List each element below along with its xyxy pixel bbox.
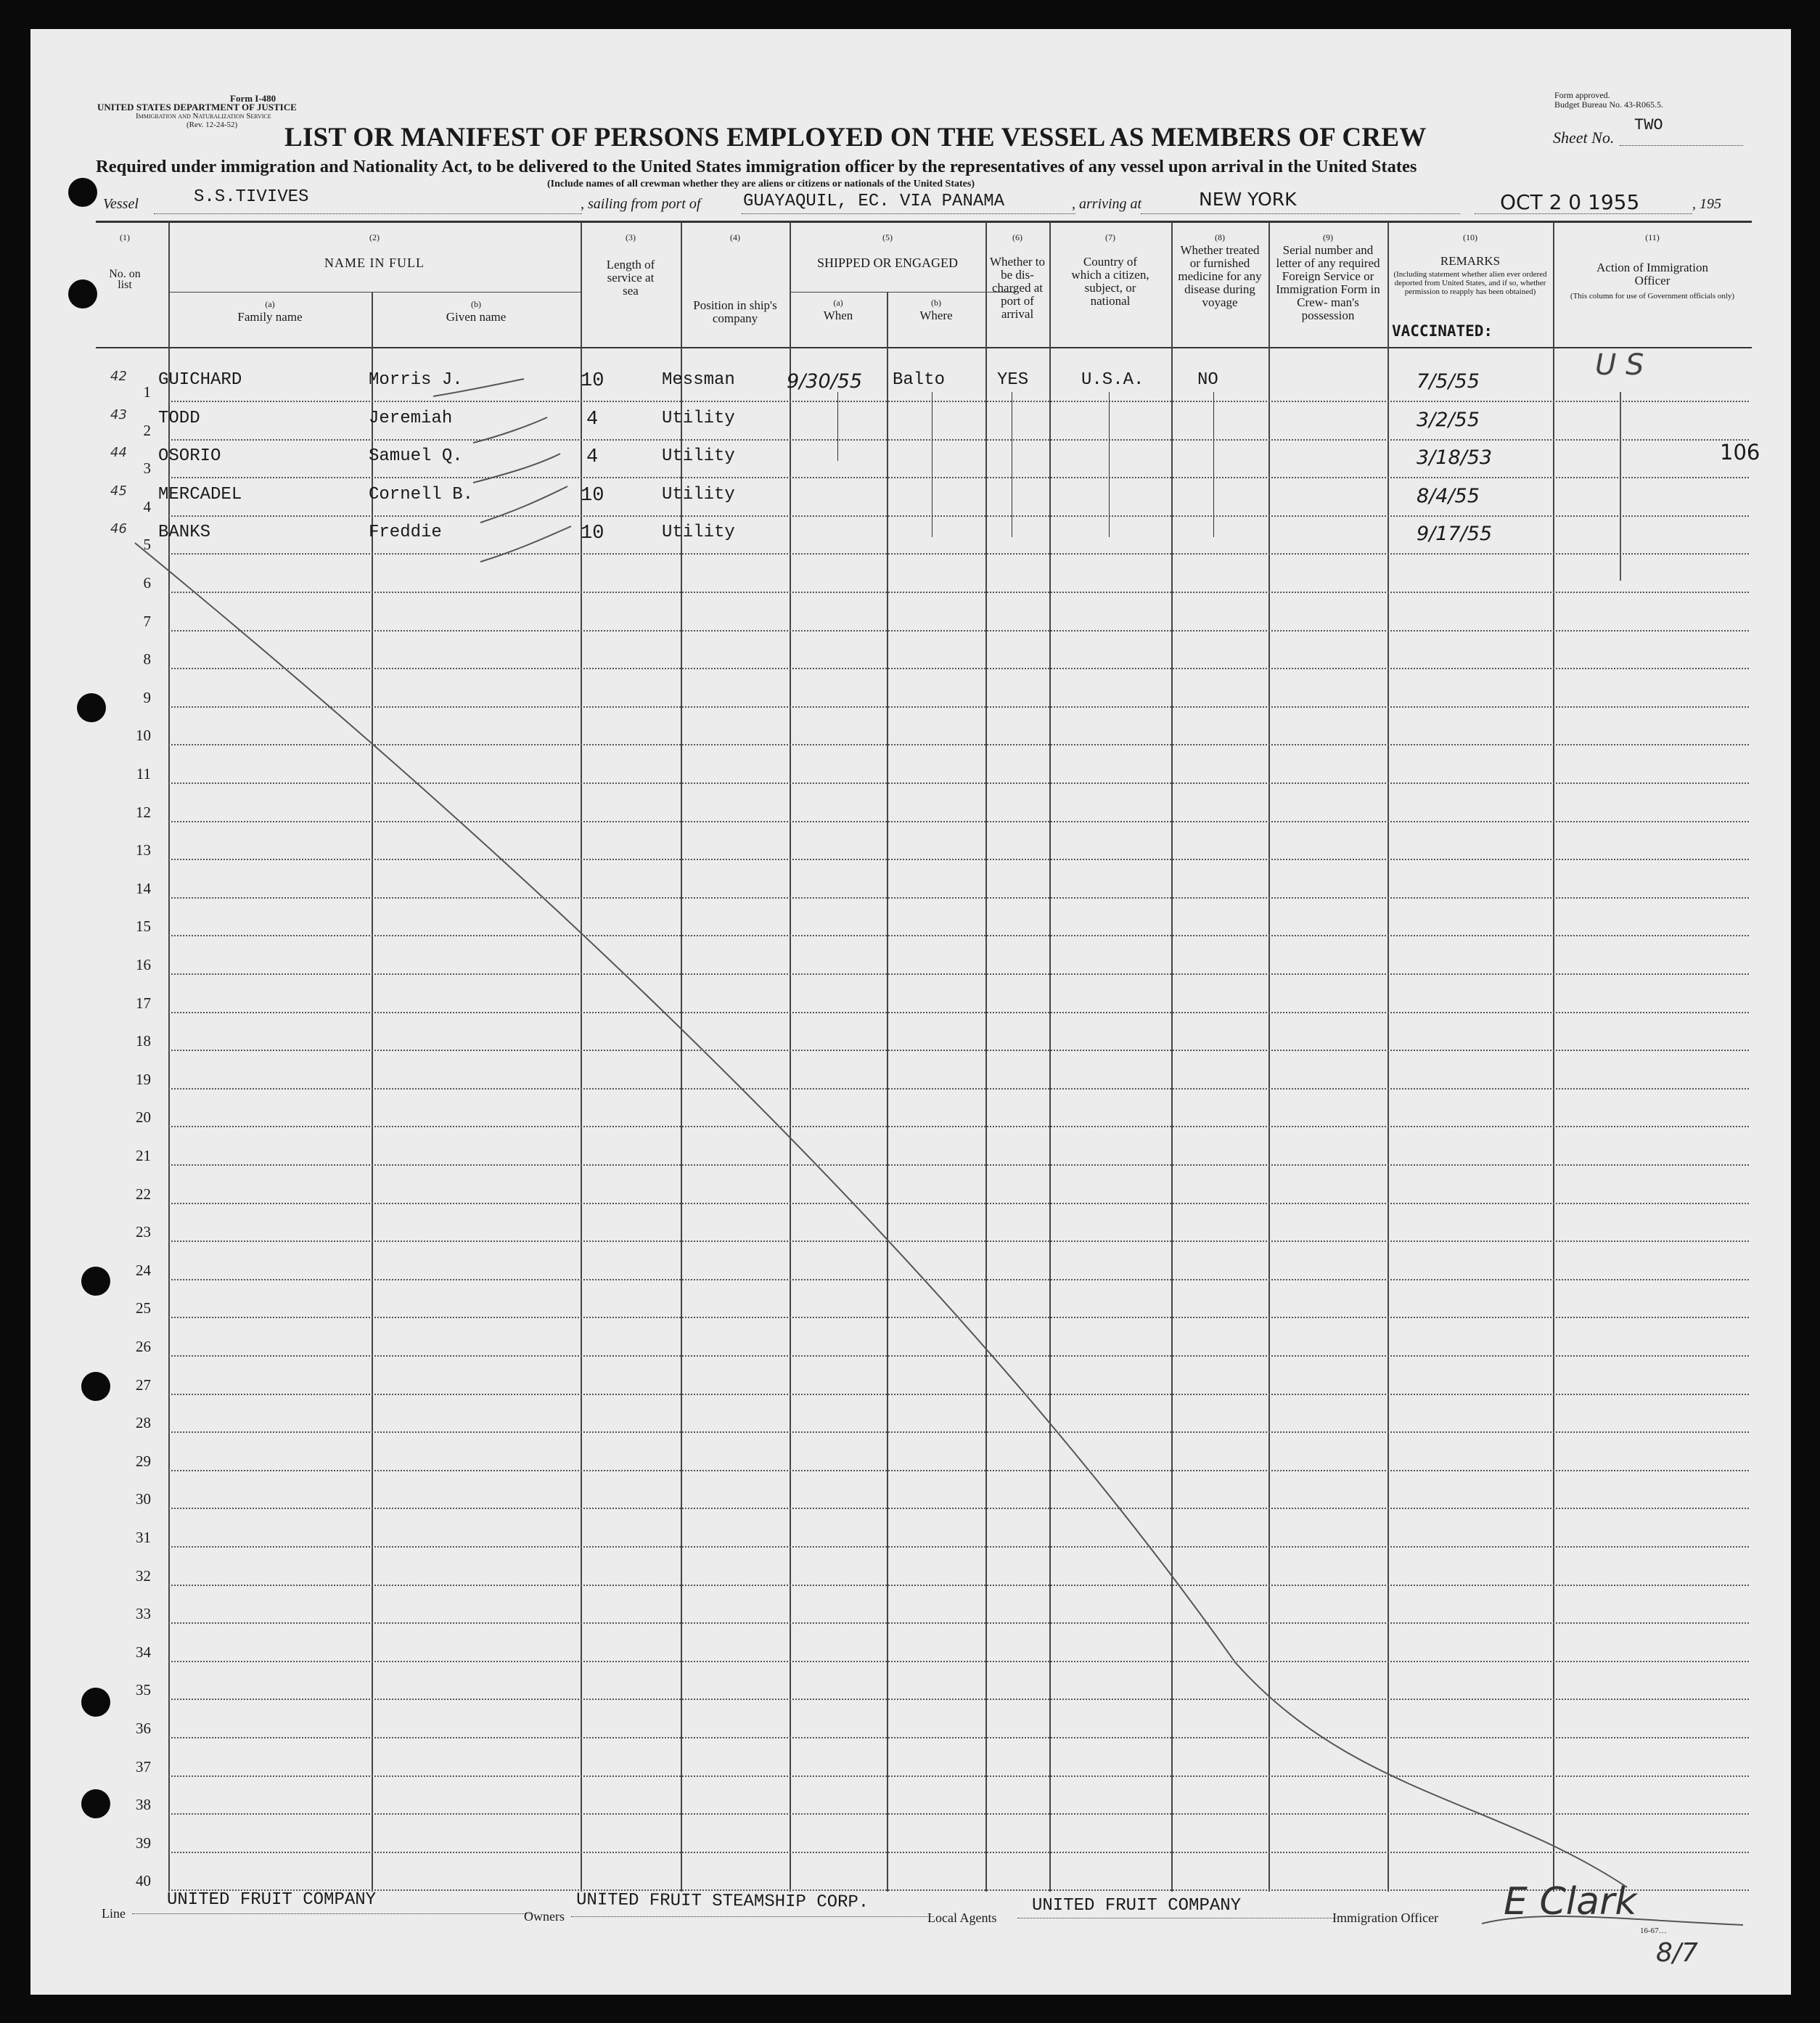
owners-label: Owners: [524, 1909, 565, 1924]
service-cell: 4: [586, 408, 599, 430]
position-cell: Utility: [662, 523, 735, 543]
given-name-cell: Cornell B.: [369, 484, 474, 504]
row-number: 13: [136, 841, 151, 859]
col11-note: (This column for use of Government officials only): [1570, 292, 1735, 301]
service-cell: 10: [581, 370, 604, 392]
bracket-stroke: [433, 379, 524, 396]
where-cell: Balto: [893, 370, 946, 390]
bracket-stroke: [473, 417, 547, 443]
position-cell: Utility: [662, 446, 735, 467]
given-name-cell: Jeremiah: [369, 408, 453, 428]
row-number: 22: [136, 1185, 151, 1203]
row-number: 33: [136, 1605, 151, 1623]
line-label: Line: [102, 1906, 126, 1921]
agents-label: Local Agents: [927, 1910, 997, 1925]
bracket-stroke: [473, 454, 560, 483]
col2a-letter: (a): [265, 299, 275, 309]
col10-note: (Including statement whether alien ever ordered deported from United States, and if so, whether permission to reapply has been obtained): [1393, 270, 1547, 296]
row-number: 27: [136, 1376, 151, 1394]
arriving-label: , arriving at: [1072, 196, 1142, 212]
owners-value: UNITED FRUIT STEAMSHIP CORP.: [575, 1890, 869, 1913]
hand-number: 45: [110, 483, 127, 499]
position-cell: Utility: [662, 484, 735, 504]
service-cell: 10: [581, 523, 604, 545]
officer-signature: E Clark: [1504, 1880, 1637, 1924]
col1-header: No. on list: [109, 268, 141, 291]
budget-bureau: Budget Bureau No. 43-R065.5.: [1554, 99, 1663, 110]
manifest-page: [30, 29, 1791, 1995]
row-number: 3: [143, 459, 151, 478]
col3-number: (3): [626, 232, 636, 242]
row-number: 2: [143, 421, 151, 439]
col8-number: (8): [1215, 232, 1225, 242]
row-number: 17: [136, 994, 151, 1012]
col5b-letter: (b): [931, 298, 941, 308]
sheet-label: Sheet No.: [1553, 128, 1615, 147]
row-number: 18: [136, 1032, 151, 1050]
given-name-cell: Freddie: [369, 523, 442, 543]
col2-number: (2): [369, 232, 380, 242]
row-number: 24: [136, 1261, 151, 1279]
remark-cell: 7/5/55: [1417, 370, 1480, 393]
bracket-stroke: [480, 526, 571, 562]
col2-header: NAME IN FULL: [324, 256, 425, 270]
row-number: 25: [136, 1299, 151, 1317]
given-name-cell: Samuel Q.: [369, 446, 463, 467]
row-number: 14: [136, 879, 151, 897]
row-number: 20: [136, 1108, 151, 1127]
col2a-header: Family name: [237, 310, 303, 324]
col5-header: SHIPPED OR ENGAGED: [816, 256, 958, 270]
row-number: 15: [136, 917, 151, 936]
col3-header: Length of service at sea: [606, 258, 655, 298]
row-number: 8: [143, 650, 151, 669]
service: Immigration and Naturalization Service: [136, 112, 271, 120]
col11-number: (11): [1645, 232, 1660, 242]
hand-number: 44: [110, 445, 127, 461]
vaccinated-label: VACCINATED:: [1392, 322, 1493, 340]
row-number: 38: [136, 1796, 151, 1814]
row-number: 7: [143, 612, 151, 630]
line-value: UNITED FRUIT COMPANY: [167, 1890, 377, 1910]
col9-header: Serial number and letter of any required Foreign Service or Immigration Form in Crew- man's possession: [1276, 243, 1380, 322]
row-number: 36: [136, 1720, 151, 1737]
sheet-number: TWO: [1634, 116, 1663, 134]
vessel-label: Vessel: [103, 196, 139, 212]
row-number: 31: [136, 1529, 151, 1546]
sailing-label: , sailing from port of: [581, 196, 701, 212]
col4-header: Position in ship's company: [693, 298, 777, 325]
margin-number: 106: [1720, 440, 1760, 465]
col5b-header: Where: [919, 308, 953, 322]
family-name-cell: TODD: [158, 408, 200, 428]
arrival-date: OCT 2 0 1955: [1500, 190, 1640, 214]
hand-number: 43: [110, 406, 127, 422]
department: UNITED STATES DEPARTMENT OF JUSTICE: [97, 102, 297, 113]
subtitle-note: (Include names of all crewman whether they are aliens or citizens or nationals of the United States): [547, 179, 975, 189]
vessel-name: S.S.TIVIVES: [194, 187, 309, 207]
medicine-cell: NO: [1197, 370, 1218, 390]
row-number: 6: [143, 574, 151, 592]
row-number: 37: [136, 1757, 151, 1775]
print-code: 16-67…: [1640, 1926, 1667, 1935]
row-number: 29: [136, 1452, 151, 1470]
cancellation-line: [135, 543, 1627, 1887]
row-number: 34: [136, 1643, 151, 1661]
col7-number: (7): [1105, 232, 1115, 242]
col5a-letter: (a): [833, 298, 843, 308]
position-cell: Utility: [662, 408, 735, 428]
form-approved: Form approved.: [1554, 90, 1610, 100]
officer-label: Immigration Officer: [1332, 1910, 1439, 1925]
row-number: 26: [136, 1338, 151, 1355]
row-number: 12: [136, 803, 151, 821]
hand-number: 42: [110, 369, 127, 384]
bracket-stroke: [480, 486, 567, 523]
family-name-cell: OSORIO: [158, 446, 221, 467]
col10-header: REMARKS: [1440, 254, 1501, 268]
col10-number: (10): [1463, 232, 1477, 242]
row-number: 1: [143, 383, 151, 401]
col7-header: Country of which a citizen, subject, or national: [1071, 255, 1149, 308]
row-number: 4: [143, 497, 151, 515]
col5a-header: When: [823, 308, 853, 322]
col9-number: (9): [1323, 232, 1333, 242]
pen-overlay: [30, 29, 1791, 1995]
hand-number: 46: [110, 521, 127, 537]
row-number: 16: [136, 956, 151, 973]
arrival-port: NEW YORK: [1199, 189, 1297, 210]
col8-header: Whether treated or furnished medicine for any disease during voyage: [1178, 243, 1262, 309]
revision: (Rev. 12-24-52): [186, 120, 238, 129]
family-name-cell: GUICHARD: [158, 370, 242, 390]
row-number: 11: [136, 765, 151, 782]
row-number: 28: [136, 1414, 151, 1432]
remark-cell: 3/2/55: [1417, 408, 1480, 431]
remark-cell: 8/4/55: [1417, 484, 1480, 507]
signature-flourish: [1482, 1916, 1743, 1925]
col1-number: (1): [120, 232, 130, 242]
year-suffix: , 195: [1692, 196, 1721, 212]
form-number: Form I-480: [230, 93, 276, 104]
when-cell: 9/30/55: [787, 370, 863, 393]
discharged-cell: YES: [997, 370, 1029, 390]
row-number: 23: [136, 1223, 151, 1241]
row-number: 39: [136, 1834, 151, 1852]
row-number: 21: [136, 1147, 151, 1164]
sailing-port: GUAYAQUIL, EC. VIA PANAMA: [743, 192, 1005, 211]
officer-mark: U S: [1595, 348, 1644, 382]
subtitle: Required under immigration and Nationality Act, to be delivered to the United States immigration officer by the representatives of any vessel upon arrival in the United States: [96, 157, 1417, 176]
given-name-cell: Morris J.: [369, 370, 463, 390]
position-cell: Messman: [662, 370, 735, 390]
family-name-cell: BANKS: [158, 523, 211, 543]
row-number: 40: [136, 1872, 151, 1890]
row-number: 10: [136, 727, 151, 745]
col2b-letter: (b): [471, 299, 481, 309]
officer-initials: 8/7: [1656, 1938, 1698, 1968]
remark-cell: 3/18/53: [1417, 446, 1493, 470]
agents-value: UNITED FRUIT COMPANY: [1032, 1896, 1242, 1916]
col4-number: (4): [730, 232, 740, 242]
country-cell: U.S.A.: [1081, 370, 1144, 390]
row-number: 30: [136, 1490, 151, 1508]
col6-number: (6): [1012, 232, 1022, 242]
col2b-header: Given name: [446, 310, 507, 324]
page-title: LIST OR MANIFEST OF PERSONS EMPLOYED ON THE VESSEL AS MEMBERS OF CREW: [284, 123, 1427, 152]
row-number: 19: [136, 1070, 151, 1088]
col6-header: Whether to be dis- charged at port of arrival: [990, 255, 1045, 321]
remark-cell: 9/17/55: [1417, 523, 1493, 546]
col5-number: (5): [882, 232, 893, 242]
row-number: 9: [143, 688, 151, 706]
service-cell: 10: [581, 484, 604, 507]
row-number: 35: [136, 1681, 151, 1699]
row-number: 32: [136, 1566, 151, 1585]
row-number: 5: [143, 536, 151, 554]
col11-header: Action of Immigration Officer: [1596, 261, 1708, 287]
family-name-cell: MERCADEL: [158, 484, 242, 504]
service-cell: 4: [586, 446, 599, 469]
